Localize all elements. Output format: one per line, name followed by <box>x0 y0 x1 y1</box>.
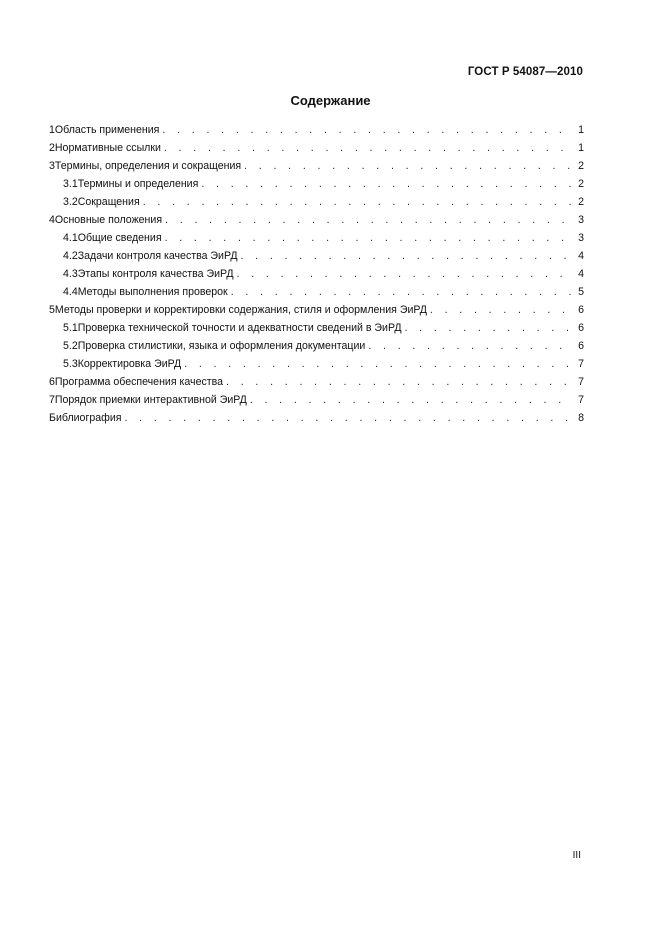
toc-entry[interactable] <box>49 247 584 265</box>
toc-entry-title: Корректировка ЭиРД <box>77 358 182 370</box>
toc-dot-leader <box>201 175 573 193</box>
toc-dot-leader <box>237 265 573 283</box>
toc-entry-title: Этапы контроля качества ЭиРД <box>77 268 234 280</box>
toc-entry-title: Термины и определения <box>77 178 199 190</box>
toc-entry[interactable] <box>49 355 584 373</box>
toc-entry[interactable] <box>49 337 584 355</box>
toc-dot-leader <box>184 355 573 373</box>
toc-entry-page: 2 <box>578 196 584 208</box>
toc-entry-title: Термины, определения и сокращения <box>54 160 242 172</box>
toc-entry-page: 3 <box>578 214 584 226</box>
toc-entry[interactable] <box>49 265 584 283</box>
toc-dot-leader <box>405 319 574 337</box>
toc-entry-page: 7 <box>578 376 584 388</box>
toc-entry-page: 6 <box>578 322 584 334</box>
toc-entry[interactable] <box>49 175 584 193</box>
toc-entry[interactable] <box>49 301 584 319</box>
toc-entry-page: 4 <box>578 268 584 280</box>
toc-dot-leader <box>430 301 573 319</box>
toc-dot-leader <box>165 211 573 229</box>
toc-entry-page: 1 <box>578 142 584 154</box>
toc-entry[interactable] <box>49 319 584 337</box>
toc-entry-number: 5.1 <box>63 322 78 334</box>
toc-dot-leader <box>244 157 573 175</box>
toc-entry[interactable] <box>49 391 584 409</box>
toc-entry-number: 1 <box>49 124 55 136</box>
toc-entry-title: Задачи контроля качества ЭиРД <box>77 250 238 262</box>
toc-entry-number: 3.2 <box>63 196 78 208</box>
toc-entry-number: 7 <box>49 394 55 406</box>
toc-entry[interactable] <box>49 409 584 427</box>
toc-entry-title: Область применения <box>54 124 160 136</box>
toc-entry-number: 2 <box>49 142 55 154</box>
toc-entry-number: 4.4 <box>63 286 78 298</box>
toc-dot-leader <box>164 139 573 157</box>
toc-entry-page: 3 <box>578 232 584 244</box>
toc-entry[interactable] <box>49 211 584 229</box>
toc-entry-number: 4.3 <box>63 268 78 280</box>
toc-entry-number: 4.2 <box>63 250 78 262</box>
toc-title: Содержание <box>290 93 371 108</box>
toc-dot-leader <box>162 121 573 139</box>
toc-entry-page: 4 <box>578 250 584 262</box>
toc-entry[interactable] <box>49 157 584 175</box>
table-of-contents <box>49 121 584 427</box>
toc-entry-title: Проверка стилистики, языка и оформления документации <box>77 340 366 352</box>
toc-dot-leader <box>231 283 573 301</box>
toc-dot-leader <box>241 247 574 265</box>
toc-entry-title: Сокращения <box>77 196 140 208</box>
toc-entry-page: 6 <box>578 340 584 352</box>
toc-entry-title: Общие сведения <box>77 232 162 244</box>
toc-entry[interactable] <box>49 373 584 391</box>
toc-entry[interactable] <box>49 193 584 211</box>
toc-entry-number: 6 <box>49 376 55 388</box>
toc-entry-page: 7 <box>578 358 584 370</box>
toc-entry[interactable] <box>49 121 584 139</box>
toc-entry-page: 8 <box>578 412 584 424</box>
toc-entry-title: Порядок приемки интерактивной ЭиРД <box>54 394 247 406</box>
toc-dot-leader <box>143 193 573 211</box>
toc-entry-number: 3 <box>49 160 55 172</box>
toc-entry-title: Проверка технической точности и адекватности сведений в ЭиРД <box>77 322 402 334</box>
toc-entry-title: Основные положения <box>54 214 163 226</box>
toc-entry-number: 5.3 <box>63 358 78 370</box>
toc-entry-title: Нормативные ссылки <box>54 142 161 154</box>
toc-entry-title: Методы выполнения проверок <box>77 286 228 298</box>
toc-dot-leader <box>250 391 573 409</box>
toc-entry-title: Методы проверки и корректировки содержания, стиля и оформления ЭиРД <box>54 304 427 316</box>
toc-entry-page: 1 <box>578 124 584 136</box>
toc-entry[interactable] <box>49 139 584 157</box>
toc-entry-page: 2 <box>578 178 584 190</box>
toc-dot-leader <box>124 409 573 427</box>
toc-entry-page: 2 <box>578 160 584 172</box>
toc-entry-number: 3.1 <box>63 178 78 190</box>
toc-dot-leader <box>368 337 573 355</box>
toc-entry-page: 7 <box>578 394 584 406</box>
toc-entry-number: 5 <box>49 304 55 316</box>
toc-entry-number: 4.1 <box>63 232 78 244</box>
toc-entry-number: 4 <box>49 214 55 226</box>
toc-entry-number: 5.2 <box>63 340 78 352</box>
toc-entry-page: 5 <box>578 286 584 298</box>
toc-entry[interactable] <box>49 283 584 301</box>
page-number: III <box>572 850 581 861</box>
toc-entry[interactable] <box>49 229 584 247</box>
toc-entry-title: Библиография <box>49 412 122 424</box>
toc-entry-page: 6 <box>578 304 584 316</box>
toc-dot-leader <box>165 229 573 247</box>
toc-entry-title: Программа обеспечения качества <box>54 376 224 388</box>
toc-dot-leader <box>226 373 573 391</box>
document-standard-id: ГОСТ Р 54087—2010 <box>467 66 583 78</box>
